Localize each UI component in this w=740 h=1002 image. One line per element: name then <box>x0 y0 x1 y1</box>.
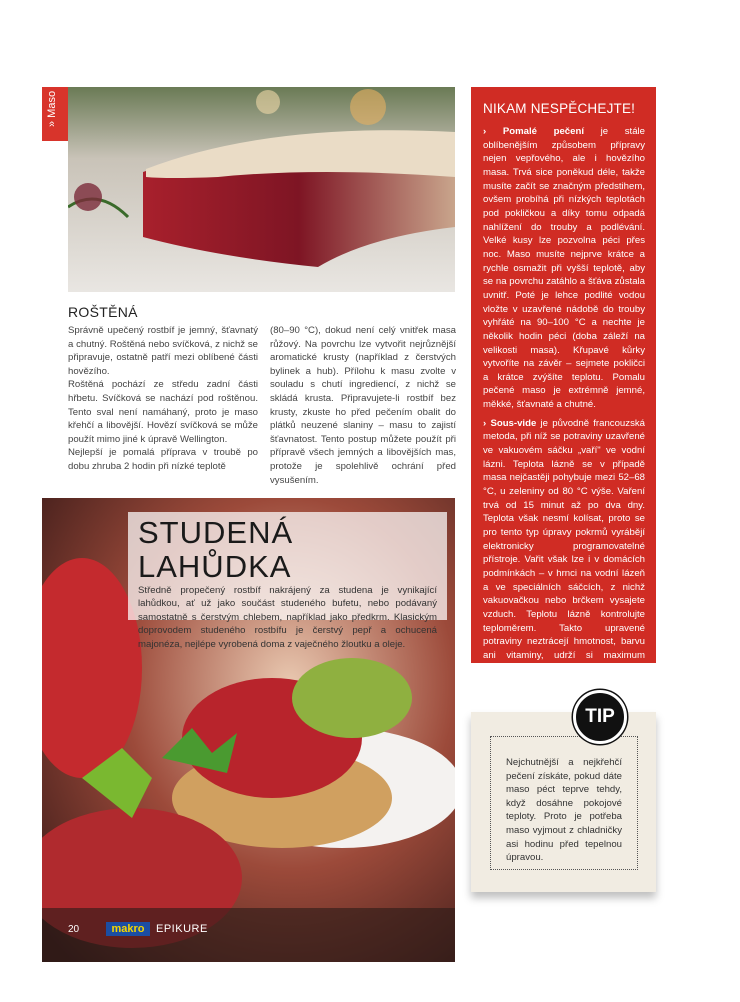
sidebar-text: je původně francouzská metoda, při níž se potraviny uzavřené ve vakuovém sáčku „vaří" ve vodní lázni. Teplota lázně se v případě masa nejčastěji pohybuje mezi 52–68 °C, u zeleniny od 80 °C výše. Vaření trvá od 15 minut až po dva dny. Teplota však nesmí kolísat, proto se pro tento typ úpravy pokrmů vyrábějí elektronicky programovatelné přístroje. Vařit však lze i v domácích podmínkách – v hrnci na vodní lázeň a ve speciálních sáčcích, z nichž vakuovačkou nebo brčkem vysajete vzduch. Teplotu lázně kontrolujte teploměrem. Takto upravené potraviny neztrácejí hmotnost, barvu ani vitaminy, udrží si maximum nutričních hodnot a maso je křehké, měkké a šťavnaté. <box>483 417 645 689</box>
paragraph: Nejlepší je pomalá příprava v troubě po dobu zhruba 2 hodin při nízké teplotě <box>68 447 258 472</box>
tip-text: Nejchutnější a nejkřehčí pečení získáte, pokud dáte maso péct teprve tehdy, když dosáhne pokojové teploty. Proto je potřeba maso vyjmout z chladničky asi hodinu před tepelnou úpravou. <box>506 757 622 864</box>
sidebar-term: Pomalé pečení <box>502 126 584 137</box>
sidebar-text: je stále oblíbenějším způsobem přípravy nejen vepřového, ale i hovězího masa. Trvá sice poněkud déle, takže musíte začít se značným předstihem, ovšem probíhá při nízkých teplotách pod pokličkou a díky tomu odpadá nahlížení do trouby a podlévání. Velké kusy lze pozvolna péci přes noc. Maso musíte nejprve krátce a rychle osmažit při vyšší teplotě, aby se na povrchu zatáhlo a šťáva zůstala uvnitř. Poté je lehce podlité vodou vložte v uzavřené nádobě do trouby vyhřáté na 90–100 °C a nechte je několik hodin péci (doba záleží na velikosti masa). Křupavé kůrky vytvoříte na závěr – sejmete pokličci a krátce zvýšíte teplotu. Pomalu pečené maso je extrémně jemné, měkké, šťavnaté a chutné. <box>483 126 645 411</box>
makro-logo: makro <box>106 922 150 936</box>
sidebar-item <box>483 125 645 412</box>
tip-badge: TIP <box>573 690 627 744</box>
paragraph: Správně upečený rostbíf je jemný, šťavnatý a chutný. Roštěná nebo svíčková, z nichž se připravuje, ostatně patří mezi oblíbené části hovězího. <box>68 325 258 377</box>
article-column-1 <box>68 324 258 474</box>
sidebar-item <box>483 417 645 690</box>
article-heading: ROŠTĚNÁ <box>68 304 138 320</box>
article-column-2 <box>270 324 456 487</box>
magazine-brand: EPIKURE <box>156 923 208 935</box>
tip-box <box>471 712 656 892</box>
feature-title: STUDENÁ LAHŮDKA <box>138 515 294 584</box>
paragraph: Roštěná pochází ze středu zadní části hřbetu. Svíčková se nachází pod roštěnou. Tento sval není namáhaný, proto je maso křehčí a libovější. Hovězí svíčková se může použít mimo jiné k úpravě Wellington. <box>68 379 258 445</box>
roast-beef-photo <box>68 87 455 292</box>
page-number: 20 <box>68 924 80 935</box>
feature-text: Středně propečený rostbíf nakrájený za studena je vynikající lahůdkou, ať už jako součást studeného bufetu, nebo podávaný samostatně s čerstvým chlebem, například jako předkrm. Klasickým doprovodem studeného rostbífu je čerstvý pepř a ochucená majonéza, nejlépe vyrobená doma z vaječného žloutku a oleje. <box>138 585 437 650</box>
paragraph: (80–90 °C), dokud není celý vnitřek masa růžový. Na povrchu lze vytvořit nejrůznější aromatické krusty (například z čerstvých bylinek a hub). Přílohu k masu zvolte v souladu s chutí ingrediencí, z nichž se skládá krusta. Připravujete-li rostbíf bez krusty, zkuste ho před pečením obalit do plátků neuzené slaniny – masu to zajistí šťavnatost. Tento postup můžete použít při přípravě všech jemných a libovějších mas, protože je spolehlivě ochrání před vysušením. <box>270 325 456 486</box>
bullet-icon: › <box>483 417 487 429</box>
section-tab <box>42 87 68 141</box>
sidebar-term: Sous-vide <box>490 417 537 429</box>
bullet-icon: › <box>483 126 487 137</box>
sidebar-box <box>471 87 656 689</box>
section-tab-label: » Maso <box>46 90 58 127</box>
feature-box <box>128 512 447 650</box>
sidebar-title: NIKAM NESPĚCHEJTE! <box>483 101 636 116</box>
